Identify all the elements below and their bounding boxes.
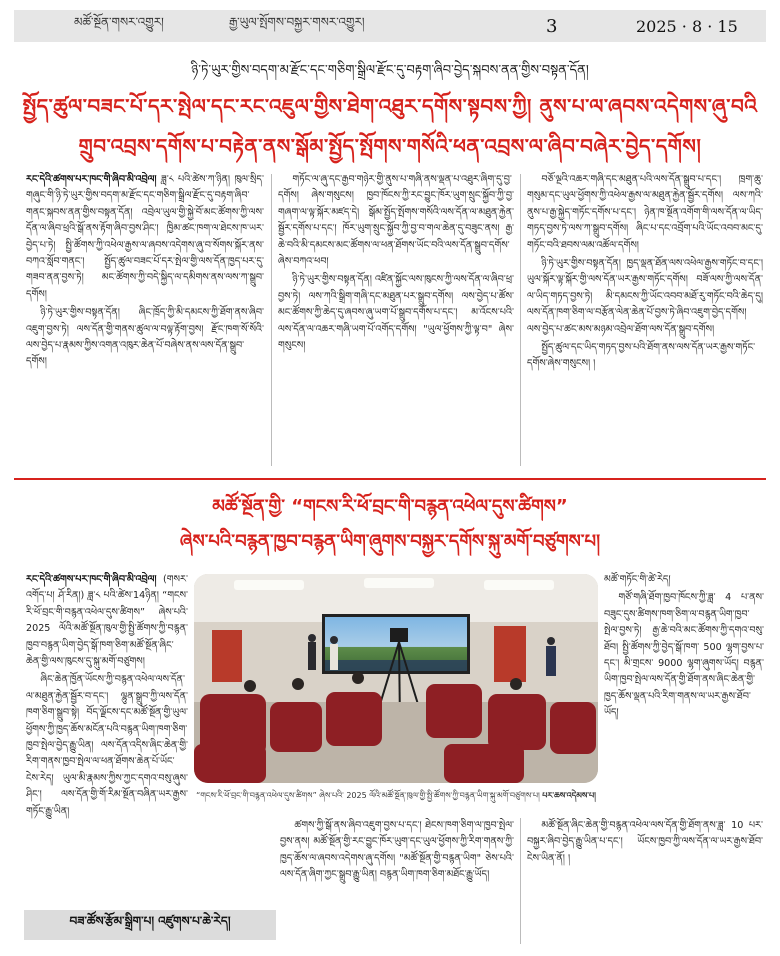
- second-article-column-1: [26, 572, 188, 902]
- headline-line-1: སྤྱོད་ཚུལ་བཟང་པོ་དར་སྤེལ་དང་རང་འཇུལ་གྱིས་ཐེག་འཐུར་དགོས་སྟབས་ཀྱི། ནུས་པ་ལ་ཞབས་འདེགས་ཞུ་བའི: [22, 94, 758, 118]
- article-column-3: [527, 172, 763, 468]
- page-number: 3: [546, 15, 558, 37]
- second-headline-line-2: ཞེས་པའི་བརྙན་ཁྱབ་བརྙན་ཡིག་ཞུགས་བསྐྱར་དགོས་སྐུ་མགོ་བཙུགས་པ།: [179, 531, 601, 552]
- second-column-1-text: (གསར་འགོད་པ། ཤོ་རིན།) ཟླ་༨ པའི་ཚེས་14ཉིན། “གངས་རི་ཕོ་བྲང་གི་བརྙན་འཕེལ་དུས་ཚིགས” ཞེས་པའི་2025 ལོའི་མཚོ་སྔོན་ཁུལ་གྱི་སྤྱི་ཚོགས་ཀྱི་བརྙན་ཁྱབ་བརྙན་ཡིག་བྱེད་སྒོ་ཁག་ཅིག་མཚོ་སྔོན་ཞིང་ཆེན་གྱི་ལས་ཁུངས་དུ་སྐུ་མགོ་བཙུགས།: [26, 574, 188, 668]
- article-kicker: ཉི་ཏེ་ཡུར་གྱིས་བདག་མ་རྫོང་དང་གཅིག་སྒྲིལ་རྫོང་དུ་བརྟག་ཞིབ་བྱེད་སྐབས་ནན་གྱིས་བསྟན་དོན།: [191, 63, 589, 78]
- issue-date: 2025 · 8 · 15: [636, 16, 738, 36]
- second-column-2-text: ཚགས་ཀྱི་སྒོ་ནས་ཞིབ་འཇུག་བྱས་པ་དང་། ཐེངས་ཁག་ཅིག་ལ་ཁྱབ་སྤེལ་བྱས་ནས། མཚོ་སྔོན་གྱི་རང་བྱུང་ཁོར་ཡུག་དང་ཡུལ་ཕྱོགས་ཀྱི་རིག་གནས་ཀྱི་ཁྱད་ཆོས་ལ་ཞབས་འདེགས་ཞུ་དགོས། "མཚོ་སྔོན་གྱི་བརྙན་ཡིག" ཅེས་པའི་ལས་དོན་ཞིག་ཀྱང་སྒྲུབ་རྒྱུ་ཡིན། བརྙན་ཡིག་ཁག་ཅིག་མཐོང་རྒྱུ་ཡོད།: [280, 820, 514, 881]
- section-name-mid: རྒྱ་ཡུལ་སྤོགས་བསྐྱར་གསར་འགྱུར།: [229, 15, 365, 29]
- photo-caption: [196, 790, 596, 802]
- event-photo-illustration: [194, 574, 598, 783]
- column-3-paragraph-3: སྤྱོད་ཚུལ་དང་ཡིད་གཏད་བྱས་པའི་ཐོག་ནས་ལས་དོན་ཡར་རྒྱས་གཏོང་དགོས་ཞེས་གསུངས། །: [527, 342, 756, 370]
- column-divider: [520, 818, 521, 944]
- second-article-column-3: [604, 572, 764, 806]
- second-column-3-lead: མཚོ་གཏོང་གི་ཚེ་རེད།: [604, 574, 671, 585]
- column-divider: [520, 174, 521, 466]
- second-column-3-text: གཙོ་གཞི་ཐོག་ཁྱབ་ཁོངས་ཀྱི་ཟླ་ 4 པ་ནས་བཟུང་དུས་ཚིགས་ཁག་ཅིག་ལ་བརྙན་ཡིག་ཁྱབ་སྤེལ་བྱས་ཏེ། རྒྱ་ཆེ་བའི་མང་ཚོགས་ཀྱི་དགའ་བསུ་ཐོབ། སྤྱི་ཚོགས་ཀྱི་བྱེད་སྒོ་ཁག་ 500 ལྷག་བྱས་པ་དང་། མི་གྲངས་ 9000 ལྷག་ཞུགས་ཡོད། བརྙན་ཡིག་ཁྱབ་སྤེལ་ལས་དོན་གྱི་ཐོག་ནས་ཞིང་ཆེན་གྱི་ཁྱད་ཆོས་ལྡན་པའི་རིག་གནས་ལ་ཡར་རྒྱས་ཐོབ་ཡོད།: [604, 592, 764, 719]
- column-1-text: ཟླ་༨ པའི་ཚེས་ཀ་ཉིན། ཁུལ་སྲིད་གཞུང་གི་ཉི་ཏེ་ཡུར་གྱིས་བདག་མ་རྫོང་དང་གཅིག་སྒྲིལ་རྫོང་དུ་བརྟག་ཞིབ་གནང་སྐབས་ནན་གྱིས་བསྟན་དོན། འབྲེལ་ཡུལ་གྱི་སྐྱེ་བོ་མང་ཚོགས་ཀྱི་ལས་དོན་ལ་ཞིབ་ཕྲའི་སྒོ་ནས་རྟོག་ཞིབ་བྱས་ཤིང་། ཁྱིམ་ཚང་ཁག་ལ་ཐེངས་ཁ་ཡར་བྱེད་པ་ཏེ། སྤྱི་ཚོགས་ཀྱི་འཕེལ་རྒྱས་ལ་ཞབས་འདེགས་ཞུ་བ་སོགས་སྐོར་ནས་བཀའ་སློབ་གནང་། སྤྱོད་ཚུལ་བཟང་པོ་དར་སྤེལ་གྱི་ལས་དོན་ཁྱད་པར་དུ་གཟབ་ནན་བྱས་ཏེ། མང་ཚོགས་ཀྱི་བདེ་སྐྱིད་ལ་དམིགས་ནས་ལས་ཀ་སྒྲུབ་དགོས།: [26, 174, 264, 300]
- second-article-byline: རང་དེའི་ཚགས་པར་ཁང་གི་ཞིབ་མི་འབྲེལ།: [26, 574, 157, 585]
- column-2-paragraph-2: ཉི་ཏེ་ཡུར་གྱིས་བསྟན་དོན། འཛིན་སྐྱོང་ལས་ཁུངས་ཀྱི་ལས་དོན་ལ་ཞིབ་ཕྲ་བྱས་ཏེ། ལས་ཀའི་སྒྲིག་གཞི་དང་མཐུན་པར་སྒྲུབ་དགོས། ལས་བྱེད་པ་ཚོས་མང་ཚོགས་ཀྱི་ཆེད་དུ་ཞབས་ཞུ་ཡག་པོ་སྒྲུབ་དགོས་པ་དང་། མ་འོངས་པའི་ལས་དོན་ལ་འཆར་གཞི་ཡག་པོ་འགོད་དགོས། "ཡུལ་ཕྱོགས་ཀྱི་ལྟ་བ" ཞེས་གསུངས།: [278, 274, 514, 352]
- column-1-paragraph-2: ཉི་ཏེ་ཡུར་གྱིས་བསྟན་དོན། ཞིང་ཁྲོད་ཀྱི་མི་དམངས་ཀྱི་ཐོག་ནས་ཞིབ་འཇུག་བྱས་ཏེ། ལས་དོན་གྱི་གནས་ཚུལ་ལ་བལྟ་རྟོག་བྱས། རྫོང་ཁག་སོ་སོའི་ལས་བྱེད་པ་རྣམས་ཀྱིས་འགན་འཁུར་ཆེན་པོ་བཞེས་ནས་ལས་དོན་སྒྲུབ་དགོས།: [26, 307, 264, 368]
- second-column-1-paragraph-2: ཞིང་ཆེན་ཁྱོན་ཡོངས་ཀྱི་བརྙན་འཕེལ་ལས་དོན་ལ་མཐུན་རྐྱེན་སྦྱོར་བ་དང་། ལྷུན་སྒྲུབ་ཀྱི་ལས་དོན་ཁག་ཅིག་སྒྲུབ་སྟེ། བོད་ལྗོངས་དང་མཚོ་སྔོན་གྱི་ཡུལ་ཕྱོགས་ཀྱི་ཁྱད་ཆོས་མངོན་པའི་བརྙན་ཡིག་ཁག་ཅིག་ཁྱབ་སྤེལ་བྱེད་རྒྱུ་ཡིན། ལས་དོན་འདིས་ཞིང་ཆེན་གྱི་རིག་གནས་ཁྱབ་སྤེལ་ལ་ཕན་ཐོགས་ཆེན་པོ་ཡོང་ངེས་རེད། ཡུལ་མི་རྣམས་ཀྱིས་ཀྱང་དགའ་བསུ་ཞུས་ཤིང་། ལས་དོན་གྱི་གོ་རིམ་སྔོན་བཞིན་ཡར་རྒྱས་གཏོང་རྒྱུ་ཡིན།: [26, 674, 188, 817]
- headline-line-2: གྲུབ་འབྲས་དགོས་པ་བརྟེན་ནས་སྒོམ་སྤྱོད་སྤོགས་གསོའི་ཕན་འབྲས་ལ་ཞིབ་བཞེར་བྱེད་དགོས།: [78, 134, 702, 158]
- editor-credit-text: བཟ་ཚོས་རྩོམ་སྒྲིག་པ། འཛུགས་པ་ཆེ་རེད།: [69, 914, 231, 928]
- section-divider: [14, 478, 766, 480]
- photo-credit: པར་ཆས་འདེམས་པ།: [542, 791, 596, 800]
- column-divider: [271, 174, 272, 466]
- article-column-2: [278, 172, 514, 468]
- second-headline-line-1: མཚོ་སྔོན་གྱི་ “གངས་རི་ཕོ་བྲང་གི་བརྙན་འཕེལ་དུས་ཚིགས”: [212, 496, 568, 517]
- article-byline: རང་དེའི་ཚགས་པར་ཁང་གི་ཞིབ་མི་འབྲེལ།: [26, 174, 157, 185]
- editor-credit-box: [24, 910, 276, 940]
- photo-caption-text: “གངས་རི་ཕོ་བྲང་གི་བརྙན་འཕེལ་དུས་ཚིགས” ཞེས་པའི་ 2025 ལོའི་མཚོ་སྔོན་ཁུལ་གྱི་སྤྱི་ཚོགས་ཀྱི་བརྙན་ཡིག་སྐུ་མགོ་བཙུགས་པ།: [196, 791, 540, 800]
- second-article-column-4: [527, 818, 763, 948]
- second-article-column-2: [280, 818, 514, 948]
- article-column-1: [26, 172, 264, 468]
- column-2-text: གཏོང་ལ་ཞུ་དང་རྒྱབ་གཉེར་གྱི་ནུས་པ་གཞི་ནས་ལྡན་པ་འཐུར་ཞིག་དུ་བྱ་དགོས། ཞེས་གསུངས། ཁྱབ་ཁོངས་ཀྱི་རང་བྱུང་ཁོར་ཡུག་སྲུང་སྐྱོབ་ཀྱི་བྱ་གཞག་ལ་ལྟ་སྐོར་མཛད་དེ། སྒོམ་སྤྱོད་སྤོགས་གསོའི་ལས་དོན་ལ་མཐུན་རྐྱེན་སྦྱོར་དགོས་པ་དང་། ཁོར་ཡུག་སྲུང་སྐྱོབ་ཀྱི་བྱ་བ་གལ་ཆེན་དུ་བཟུང་ནས། རྒྱ་ཆེ་བའི་མི་དམངས་མང་ཚོགས་ལ་ཕན་ཐོགས་ཡོང་བའི་ལས་དོན་སྒྲུབ་དགོས་ཞེས་བཀའ་ཕབ།: [278, 174, 514, 268]
- second-column-4-text: མཚོ་སྔོན་ཞིང་ཆེན་གྱི་བརྙན་འཕེལ་ལས་དོན་གྱི་ཐོག་ནས་ཟླ་ 10 པར་བསྐྱར་ཞིབ་བྱེད་རྒྱུ་ཡིན་པ་དང་། ཡོངས་ཁྱབ་ཀྱི་ལས་དོན་ལ་ཡར་རྒྱས་ཐོབ་ངེས་ཡིན་ནོ། །: [527, 820, 763, 864]
- section-name-left: མཚོ་སྔོན་གསར་འགྱུར།: [74, 15, 164, 29]
- column-3-text: བཅོ་ལྔའི་འཆར་གཞི་དང་མཐུན་པའི་ལས་དོན་སྒྲུབ་པ་དང་། ཁྲག་ཆུ་གསུམ་དང་ཡུལ་ཕྱོགས་ཀྱི་འཕེལ་རྒྱས་ལ་མཐུན་རྐྱེན་སྦྱོར་དགོས། ལས་ཀའི་ནུས་པ་རྒྱ་སྐྱེད་གཏོང་དགོས་པ་དང་། ཉེན་ཁ་སྔོན་འགོག་གི་ལས་དོན་ལ་ཡིད་གཏད་བྱས་ཏེ་ལས་ཀ་སྒྲུབ་དགོས། ཞིང་པ་དང་འབྲོག་པའི་ཡོང་འབབ་མང་དུ་གཏོང་བའི་ཐབས་ལམ་འཚོལ་དགོས།: [527, 174, 763, 251]
- page-header: [14, 10, 766, 42]
- event-photo: [194, 574, 598, 783]
- column-3-paragraph-2: ཉི་ཏེ་ཡུར་གྱིས་བསྟན་དོན། ཁྱད་ལྡན་ཐོན་ལས་འཕེལ་རྒྱས་གཏོང་བ་དང་། ཡུལ་སྐོར་ལྟ་སྐོར་གྱི་ལས་དོན་ཡར་རྒྱས་གཏོང་དགོས། བཟོ་ལས་ཀྱི་ལས་དོན་ལ་ཡིད་གཏད་བྱས་ཏེ། མི་དམངས་ཀྱི་ཡོང་འབབ་མཐོ་རུ་གཏོང་བའི་ཆེད་དུ། ལས་དོན་ཁག་ཅིག་ལ་བརྩོན་ལེན་ཆེན་པོ་བྱས་ཏེ་ཞིབ་འཇུག་བྱེད་དགོས། ལས་བྱེད་པ་ཚང་མས་མཉམ་འབྲེལ་ཐོག་ལས་དོན་སྒྲུབ་དགོས།: [527, 258, 763, 335]
